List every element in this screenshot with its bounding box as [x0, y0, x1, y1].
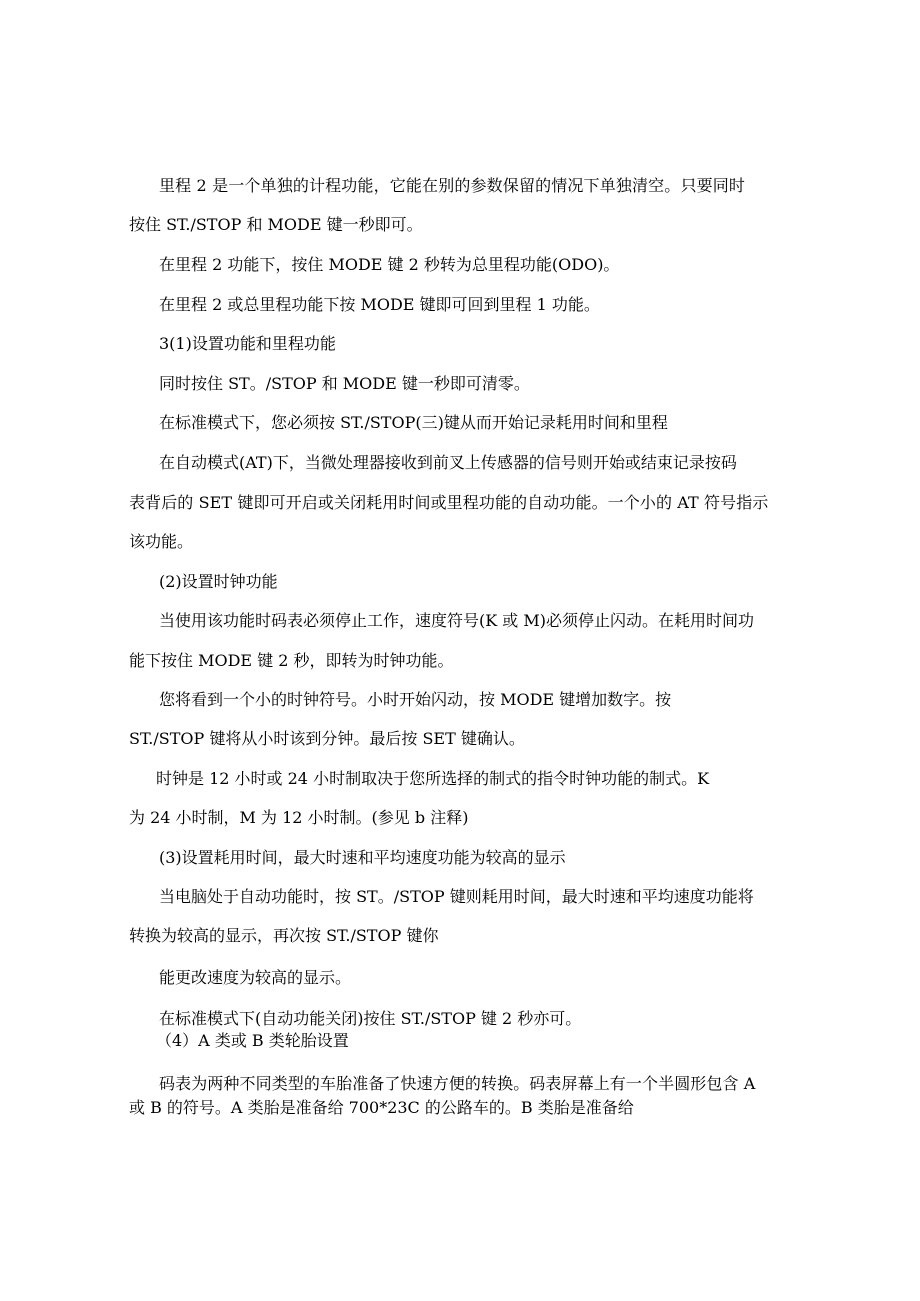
- paragraph-line-8: 在自动模式(AT)下，当微处理器接收到前叉上传感器的信号则开始或结束记录按码: [159, 453, 737, 472]
- paragraph-line-6: 同时按住 ST。/STOP 和 MODE 键一秒即可清零。: [159, 374, 530, 393]
- paragraph-line-14: 您将看到一个小的时钟符号。小时开始闪动，按 MODE 键增加数字。按: [159, 690, 672, 709]
- paragraph-line-17: 为 24 小时制，M 为 12 小时制。(参见 b 注释): [129, 808, 469, 827]
- paragraph-line-2: 按住 ST./STOP 和 MODE 键一秒即可。: [129, 215, 423, 234]
- paragraph-line-24: 码表为两种不同类型的车胎准备了快速方便的转换。码表屏幕上有一个半圆形包含 A: [159, 1074, 756, 1093]
- paragraph-line-4: 在里程 2 或总里程功能下按 MODE 键即可回到里程 1 功能。: [159, 295, 600, 314]
- section-heading-4: （4）A 类或 B 类轮胎设置: [156, 1031, 349, 1050]
- paragraph-line-21: 能更改速度为较高的显示。: [159, 968, 352, 987]
- paragraph-line-13: 能下按住 MODE 键 2 秒，即转为时钟功能。: [129, 651, 454, 670]
- section-heading-3: (3)设置耗用时间，最大时速和平均速度功能为较高的显示: [159, 848, 566, 867]
- paragraph-line-25: 或 B 的符号。A 类胎是准备给 700*23C 的公路车的。B 类胎是准备给: [129, 1098, 634, 1117]
- paragraph-line-12: 当使用该功能时码表必须停止工作，速度符号(K 或 M)必须停止闪动。在耗用时间功: [159, 611, 754, 630]
- paragraph-line-9: 表背后的 SET 键即可开启或关闭耗用时间或里程功能的自动功能。一个小的 AT 符号指示: [129, 493, 769, 512]
- section-heading-2: (2)设置时钟功能: [159, 572, 278, 591]
- paragraph-line-20: 转换为较高的显示，再次按 ST./STOP 键你: [129, 926, 439, 945]
- section-heading-3-1: 3(1)设置功能和里程功能: [159, 334, 336, 353]
- paragraph-line-22: 在标准模式下(自动功能关闭)按住 ST./STOP 键 2 秒亦可。: [159, 1009, 582, 1028]
- paragraph-line-7: 在标准模式下，您必须按 ST./STOP(三)键从而开始记录耗用时间和里程: [159, 413, 668, 432]
- paragraph-line-10: 该功能。: [129, 532, 194, 551]
- paragraph-line-19: 当电脑处于自动功能时，按 ST。/STOP 键则耗用时间，最大时速和平均速度功能将: [159, 887, 754, 906]
- paragraph-line-1: 里程 2 是一个单独的计程功能，它能在别的参数保留的情况下单独清空。只要同时: [159, 176, 746, 195]
- paragraph-line-15: ST./STOP 键将从小时该到分钟。最后按 SET 键确认。: [129, 729, 525, 748]
- paragraph-line-16: 时钟是 12 小时或 24 小时制取决于您所选择的制式的指令时钟功能的制式。K: [156, 769, 710, 788]
- paragraph-line-3: 在里程 2 功能下，按住 MODE 键 2 秒转为总里程功能(ODO)。: [159, 255, 620, 274]
